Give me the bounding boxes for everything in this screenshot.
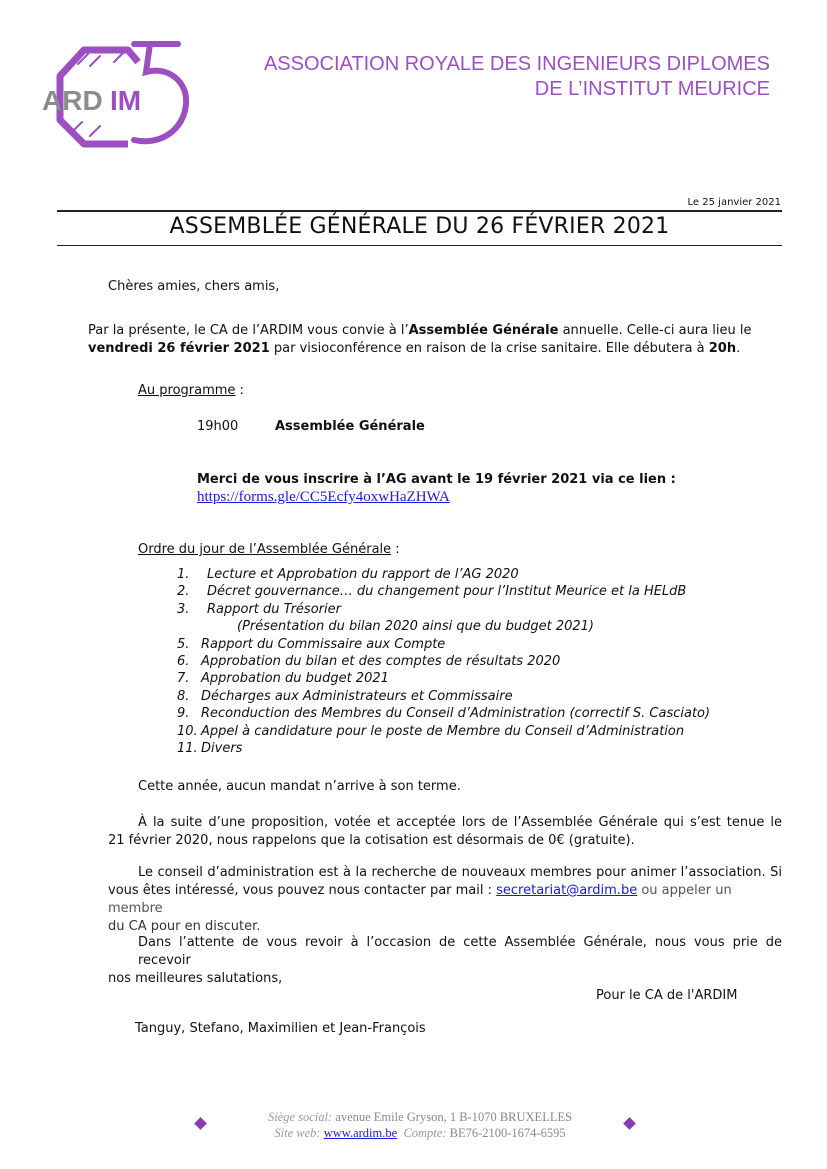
agenda-item-subline: (Présentation du bilan 2020 ainsi que du budget 2021) [237,619,594,635]
registration-text: Merci de vous inscrire à l’AG avant le 19 février 2021 via ce lien : [197,472,676,487]
intro-bold-date: vendredi 26 février 2021 [88,341,270,356]
intro-bold-ag: Assemblée Générale [408,323,559,338]
intro-text-4: . [736,341,741,356]
agenda-heading: Ordre du jour de l’Assemblée Générale : [138,542,400,557]
agenda-item: 5. Rapport du Commissaire aux Compte [177,636,446,652]
mandate-paragraph: Cette année, aucun mandat n’arrive à son terme. [138,779,461,794]
intro-bold-time: 20h [708,341,737,356]
agenda-item: 3. Rapport du Trésorier [177,601,341,617]
organization-name [264,52,770,102]
agenda-item: 2. Décret gouvernance… du changement pour l’Institut Meurice et la HELdB [177,584,687,600]
cotisation-paragraph: À la suite d’une proposition, votée et acceptée lors de l’Assemblée Générale qui s’est tenue le 21 février 2020, nous rappelons que la cotisation est désormais de 0€ (gratuite). [108,815,782,848]
intro-text-2: annuelle. Celle-ci aura lieu le [558,323,752,338]
title-rule-bottom [57,245,782,246]
agenda-item: 6. Approbation du bilan et des comptes de résultats 2020 [177,653,561,669]
org-line-2: DE L’INSTITUT MEURICE [534,78,770,100]
footer-seat-label: Siège social: [267,1110,333,1124]
secretariat-email-link[interactable]: secretariat@ardim.be [496,883,638,898]
footer-account-value: BE76-2100-1674-6595 [446,1126,566,1140]
programme-heading: Au programme : [138,383,244,398]
agenda-item: 11. Divers [177,740,243,756]
programme-time: 19h00 [197,419,239,434]
letter-date: Le 25 janvier 2021 [687,197,781,208]
agenda-item: 1. Lecture et Approbation du rapport de l’AG 2020 [177,567,519,582]
closing-paragraph: Dans l’attente de vous revoir à l’occasion de cette Assemblée Générale, nous vous prie de recevoir nos meilleures salutations, [108,935,782,986]
document-title: ASSEMBLÉE GÉNÉRALE DU 26 FÉVRIER 2021 [169,214,670,239]
org-line-1: ASSOCIATION ROYALE DES INGENIEURS DIPLOMES [263,53,770,75]
agenda-item: 8. Décharges aux Administrateurs et Commissaire [177,688,513,704]
intro-text-1: Par la présente, le CA de l’ARDIM vous convie à l’ [88,323,409,338]
ardim-logo [38,36,190,150]
programme-event: Assemblée Générale [275,419,425,434]
footer-web-label: Site web: [274,1126,321,1140]
logo-text-im: IM [110,85,142,116]
intro-paragraph [88,322,782,358]
agenda-item: 10. Appel à candidature pour le poste de Membre du Conseil d’Administration [177,723,685,739]
agenda-list [177,566,710,757]
intro-text-3: par visioconférence en raison de la crise sanitaire. Elle débutera à [269,341,709,356]
title-rule-top [57,210,782,212]
footer-account-label: Compte: [403,1126,447,1140]
members-paragraph: Le conseil d’administration est à la recherche de nouveaux membres pour animer l’association. Si vous êtes intéressé, vous pouvez nous contacter par mail : secretariat@ardim.be ou appeler un membre du CA pour en discuter. [108,865,782,934]
signoff: Pour le CA de l'ARDIM [596,988,738,1003]
registration-link[interactable]: https://forms.gle/CC5Ecfy4oxwHaZHWA [197,489,450,505]
signatories: Tanguy, Stefano, Maximilien et Jean-François [135,1021,426,1036]
footer-seat-value: avenue Emile Gryson, 1 B-1070 BRUXELLES [332,1110,573,1124]
greeting: Chères amies, chers amis, [108,279,280,294]
footer [200,1109,640,1141]
agenda-item: 9. Reconduction des Membres du Conseil d’Administration (correctif S. Casciato) [177,706,711,722]
agenda-item: 7. Approbation du budget 2021 [177,671,389,687]
footer-website-link[interactable]: www.ardim.be [323,1126,398,1140]
logo-text-ard: ARD [42,85,103,116]
